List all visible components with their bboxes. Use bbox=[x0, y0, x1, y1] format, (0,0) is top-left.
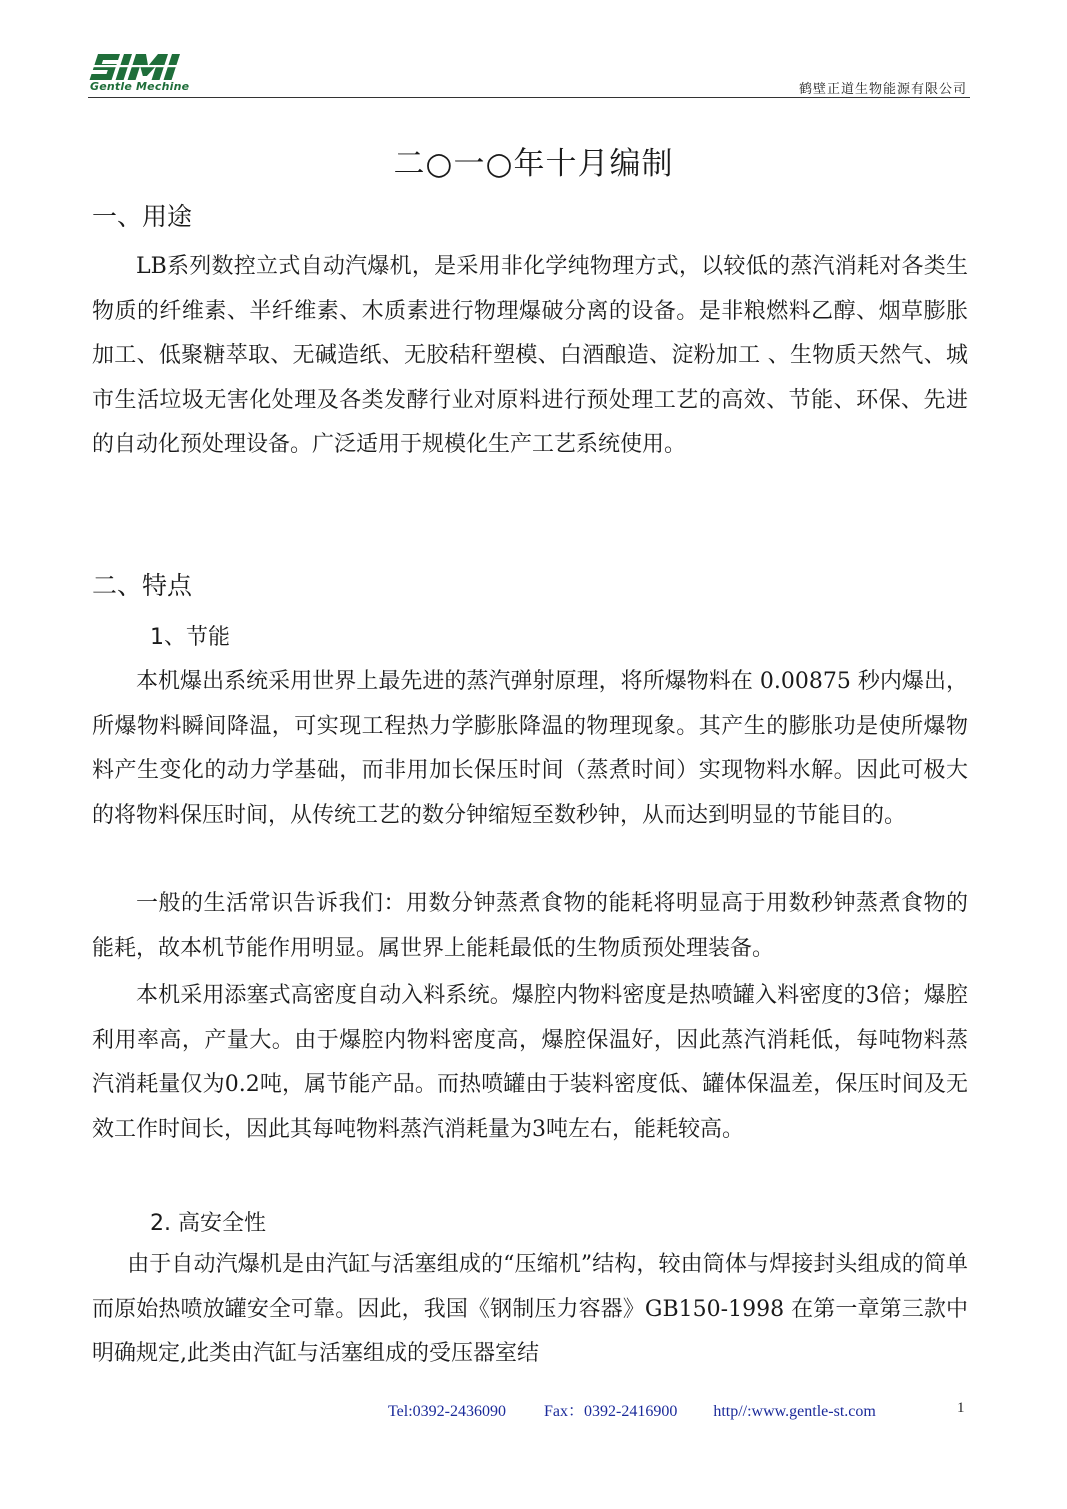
footer-url[interactable]: http//:www.gentle-st.com bbox=[713, 1403, 876, 1420]
logo-subtitle: Gentle Mechine bbox=[90, 80, 190, 93]
page-number: 1 bbox=[957, 1400, 965, 1416]
subheading-energy-saving: 1、节能 bbox=[150, 625, 230, 650]
footer-tel: Tel:0392-2436090 bbox=[388, 1403, 506, 1420]
footer-contact bbox=[388, 1398, 876, 1421]
footer-fax: Fax：0392-2416900 bbox=[543, 1403, 678, 1420]
section-heading-features: 二、特点 bbox=[92, 571, 193, 600]
header-divider bbox=[88, 97, 970, 98]
energy-paragraph-2: 一般的生活常识告诉我们：用数分钟蒸煮食物的能耗将明显高于用数秒钟蒸煮食物的能耗，故本机节能作用明显。属世界上能耗最低的生物质预处理装备。 bbox=[92, 891, 968, 961]
usage-paragraph: LB系列数控立式自动汽爆机，是采用非化学纯物理方式，以较低的蒸汽消耗对各类生物质的纤维素、半纤维素、木质素进行物理爆破分离的设备。是非粮燃料乙醇、烟草膨胀加工、低聚糖萃取、无碱造纸、无胶秸秆塑模、白酒酿造、淀粉加工 、生物质天然气、城市生活垃圾无害化处理及各类发酵行业对原料进行预处理工艺的高效、节能、环保、先进的自动化预处理设备。广泛适用于规模化生产工艺系统使用。 bbox=[92, 254, 968, 457]
company-logo bbox=[88, 54, 198, 94]
energy-paragraph-3: 本机采用添塞式高密度自动入料系统。爆腔内物料密度是热喷罐入料密度的3倍；爆腔利用率高，产量大。由于爆腔内物料密度高，爆腔保温好，因此蒸汽消耗低，每吨物料蒸汽消耗量仅为0.2吨，属节能产品。而热喷罐由于装料密度低、罐体保温差，保压时间及无效工作时间长，因此其每吨物料蒸汽消耗量为3吨左右，能耗较高。 bbox=[92, 983, 968, 1142]
energy-paragraph-1: 本机爆出系统采用世界上最先进的蒸汽弹射原理，将所爆物料在 0.00875 秒内爆出，所爆物料瞬间降温，可实现工程热力学膨胀降温的物理现象。其产生的膨胀功是使所爆物料产生变化的动力学基础，而非用加长保压时间（蒸煮时间）实现物料水解。因此可极大的将物料保压时间，从传统工艺的数分钟缩短至数秒钟，从而达到明显的节能目的。 bbox=[92, 669, 968, 828]
page-title: 二○一○年十月编制 bbox=[393, 146, 674, 182]
safety-paragraph-1: 由于自动汽爆机是由汽缸与活塞组成的“压缩机”结构，较由筒体与焊接封头组成的简单而原始热喷放罐安全可靠。因此，我国《钢制压力容器》GB150-1998 在第一章第三款中明确规定,此类由汽缸与活塞组成的受压器室结 bbox=[92, 1252, 968, 1366]
subheading-high-safety: 2. 高安全性 bbox=[150, 1211, 266, 1236]
section-heading-usage: 一、用途 bbox=[92, 202, 193, 231]
company-name: 鹤壁正道生物能源有限公司 bbox=[798, 82, 967, 97]
simi-logo-icon bbox=[88, 54, 198, 80]
